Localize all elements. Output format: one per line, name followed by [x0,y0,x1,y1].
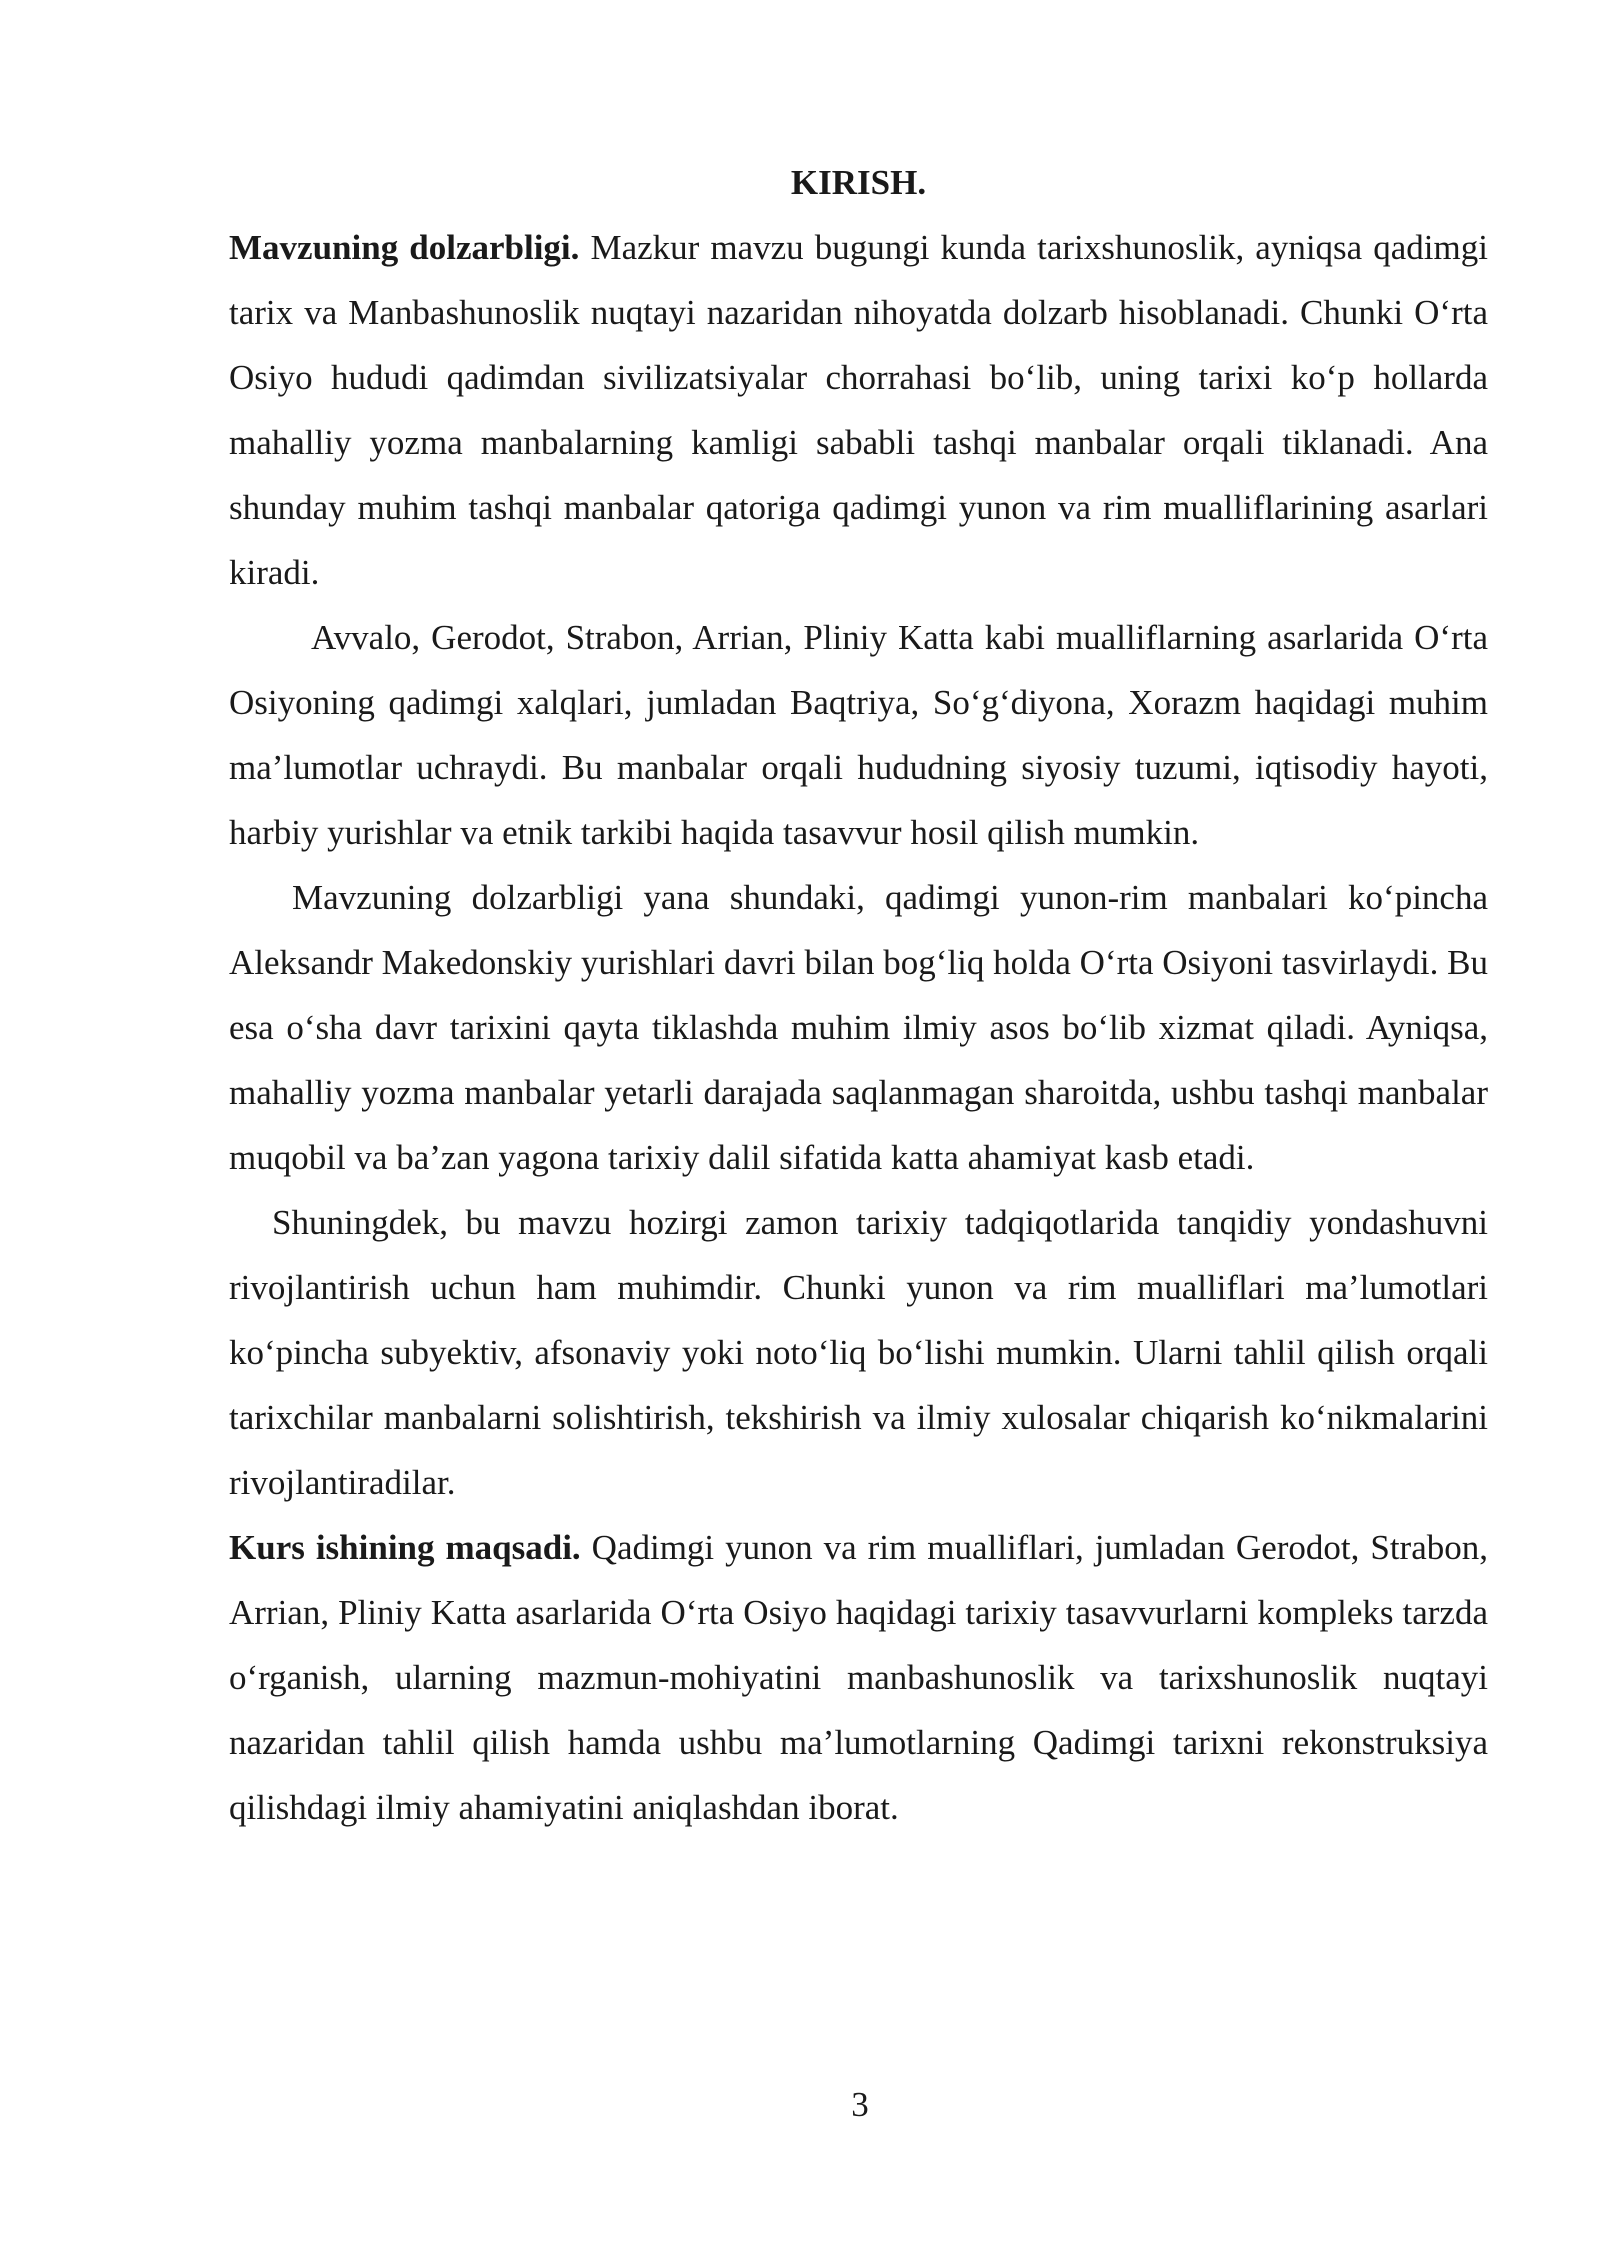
paragraph-relevance [229,215,1488,605]
paragraph-text-goal: Qadimgi yunon va rim mualliflari, jumladan Gerodot, Strabon, Arrian, Pliniy Katta asarlarida O‘rta Osiyo haqidagi tarixiy tasavvurlarni kompleks tarzda o‘rganish, ularning mazmun-mohiyatini manbashunoslik va tarixshunoslik nuqtayi nazaridan tahlil qilish hamda ushbu ma’lumotlarning Qadimgi tarixni rekonstruksiya qilishdagi ilmiy ahamiyatini aniqlashdan iborat. [229,1528,1488,1827]
paragraph-lead-goal: Kurs ishining maqsadi. [229,1528,581,1567]
paragraph-critical-approach [229,1190,1488,1515]
paragraph-text-relevance: Mazkur mavzu bugungi kunda tarixshunoslik, ayniqsa qadimgi tarix va Manbashunoslik nuqtayi nazaridan nihoyatda dolzarb hisoblanadi. Chunki O‘rta Osiyo hududi qadimdan sivilizatsiyalar chorrahasi bo‘lib, uning tarixi ko‘p hollarda mahalliy yozma manbalarning kamligi sababli tashqi manbalar orqali tiklanadi. Ana shunday muhim tashqi manbalar qatoriga qadimgi yunon va rim mualliflarining asarlari kiradi. [229,228,1488,592]
paragraph-relevance-continued [229,865,1488,1190]
paragraph-text-relevance-continued: Mavzuning dolzarbligi yana shundaki, qadimgi yunon-rim manbalari ko‘pincha Aleksandr Makedonskiy yurishlari davri bilan bog‘liq holda O‘rta Osiyoni tasvirlaydi. Bu esa o‘sha davr tarixini qayta tiklashda muhim ilmiy asos bo‘lib xizmat qiladi. Ayniqsa, mahalliy yozma manbalar yetarli darajada saqlanmagan sharoitda, ushbu tashqi manbalar muqobil va ba’zan yagona tarixiy dalil sifatida katta ahamiyat kasb etadi. [229,878,1488,1177]
page-content [229,150,1488,1840]
paragraph-lead-relevance: Mavzuning dolzarbligi. [229,228,580,267]
paragraph-goal [229,1515,1488,1840]
page-number: 3 [851,2085,869,2124]
section-heading: KIRISH. [790,163,927,202]
paragraph-sources [229,605,1488,865]
paragraph-text-sources: Avvalo, Gerodot, Strabon, Arrian, Pliniy Katta kabi mualliflarning asarlarida O‘rta Osiyoning qadimgi xalqlari, jumladan Baqtriya, So‘g‘diyona, Xorazm haqidagi muhim ma’lumotlar uchraydi. Bu manbalar orqali hududning siyosiy tuzumi, iqtisodiy hayoti, harbiy yurishlar va etnik tarkibi haqida tasavvur hosil qilish mumkin. [229,618,1488,852]
paragraph-text-critical-approach: Shuningdek, bu mavzu hozirgi zamon tarixiy tadqiqotlarida tanqidiy yondashuvni rivojlantirish uchun ham muhimdir. Chunki yunon va rim mualliflari ma’lumotlari ko‘pincha subyektiv, afsonaviy yoki noto‘liq bo‘lishi mumkin. Ularni tahlil qilish orqali tarixchilar manbalarni solishtirish, tekshirish va ilmiy xulosalar chiqarish ko‘nikmalarini rivojlantiradilar. [229,1203,1488,1502]
